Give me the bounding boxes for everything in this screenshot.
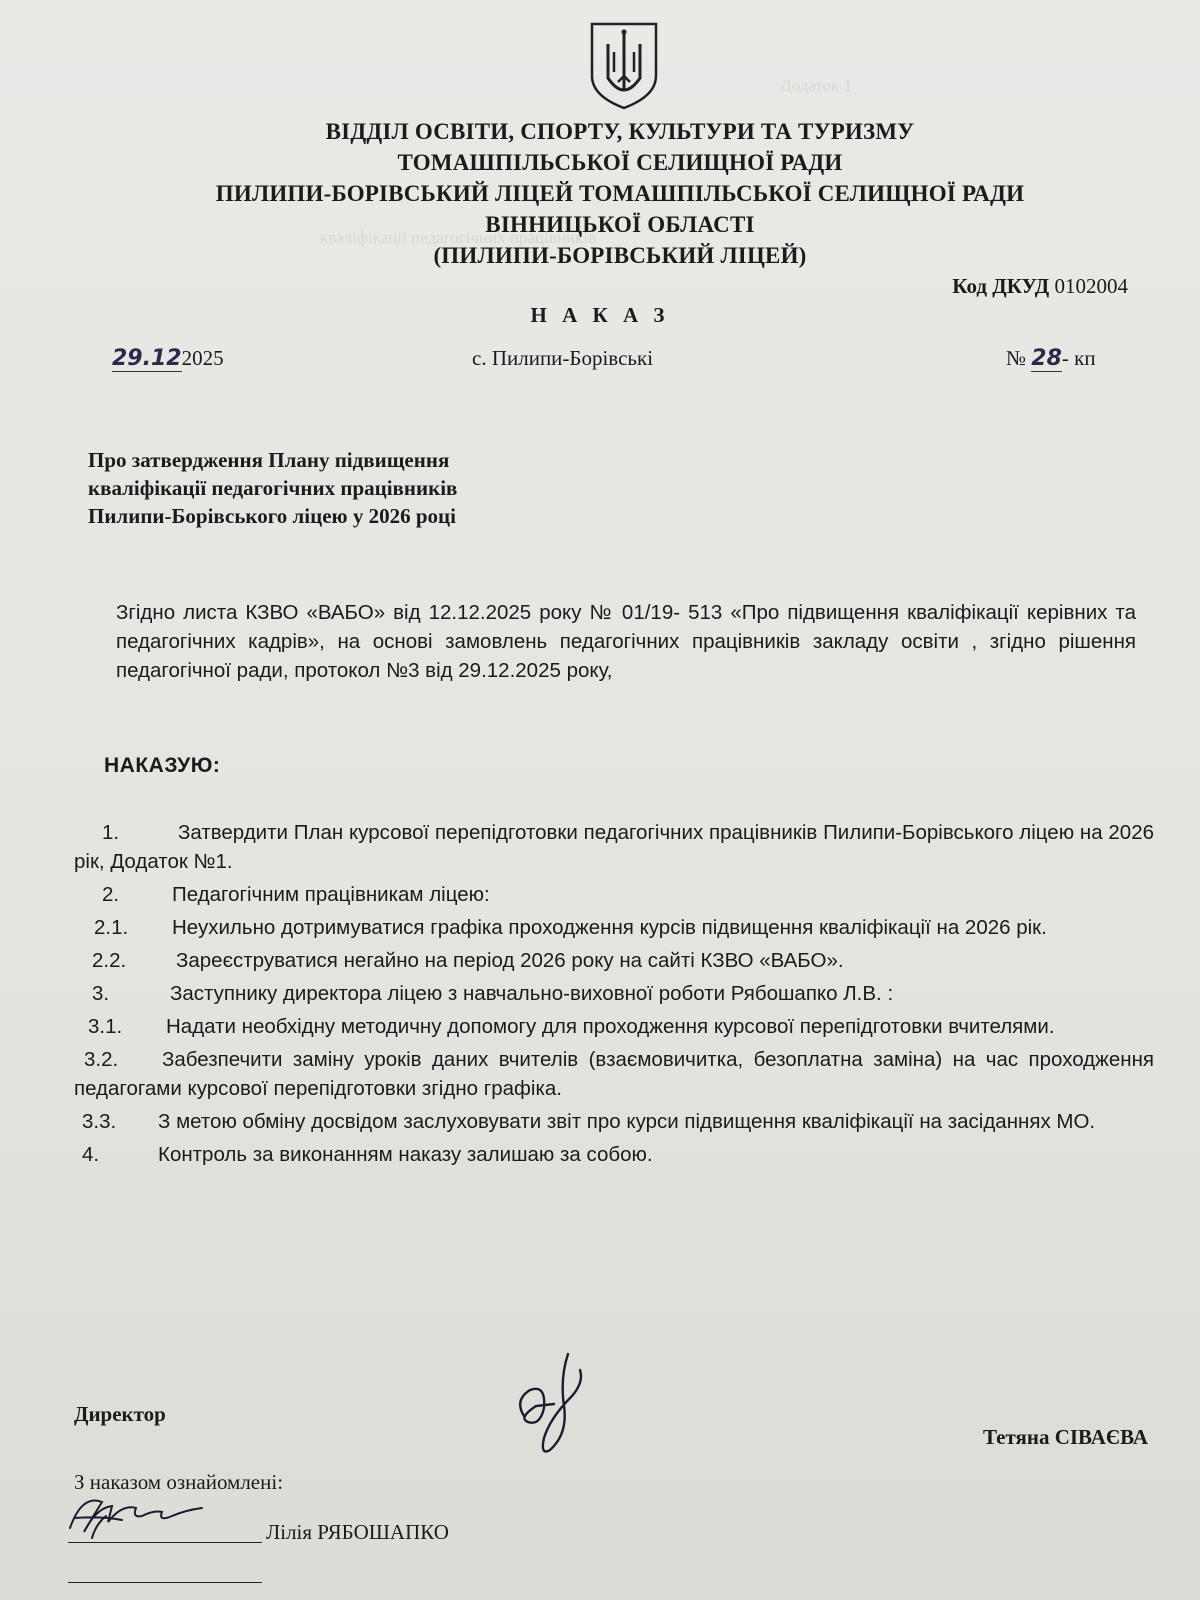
order-place: с. Пилипи-Борівські [472,346,654,370]
order-subject [88,446,588,530]
item-number: 3.3. [82,1110,117,1133]
item-text: Неухильно дотримуватися графіка проходження курсів підвищення кваліфікації на 2026 рік. [172,916,1047,939]
director-name: Тетяна СІВАЄВА [982,1425,1148,1449]
item-text: Контроль за виконанням наказу залишаю за собою. [158,1143,653,1166]
order-items-list [74,818,1154,1173]
dkud-label: Код ДКУД [952,274,1050,298]
handwritten-number: 28 [1031,346,1062,371]
item-text: Забезпечити заміну уроків даних вчителів (взаємовичитка, безоплатна заміна) на час проходження педагогами курсової перепідготовки згідно графіка. [74,1048,1154,1100]
item-text: Затвердити План курсової перепідготовки педагогічних працівників Пилипи-Борівського ліцею на 2026 рік, Додаток №1. [74,821,1154,873]
header-line: ВІННИЦЬКОЇ ОБЛАСТІ [485,212,755,237]
order-item [74,880,1154,909]
subject-line: кваліфікації педагогічних працівників [88,476,458,500]
handwritten-date: 29.12 [112,346,182,371]
order-item [74,1012,1154,1041]
acknowledgement-label: З наказом ознайомлені: [74,1470,284,1494]
dkud-code [952,274,1128,299]
item-number: 3.1. [88,1015,123,1038]
dkud-value: 0102004 [1054,274,1128,298]
item-number: 2.1. [94,916,129,939]
item-number: 2.2. [92,949,127,972]
order-item [74,979,1154,1008]
order-number [1006,346,1096,372]
header-line: ВІДДІЛ ОСВІТИ, СПОРТУ, КУЛЬТУРИ ТА ТУРИЗМУ [325,119,915,144]
order-item [74,1140,1154,1169]
header-line: (ПИЛИПИ-БОРІВСЬКИЙ ЛІЦЕЙ) [433,243,807,268]
show-through-text: Додаток 1 [780,76,853,95]
item-text: Заступнику директора ліцею з навчально-виховної роботи Рябошапко Л.В. : [170,982,894,1005]
item-number: 4. [82,1143,100,1166]
director-signature [510,1348,600,1458]
signature-line [68,1572,262,1583]
header-line: ТОМАШПІЛЬСЬКОЇ СЕЛИЩНОЇ РАДИ [397,150,843,175]
order-item [74,1107,1154,1136]
order-word: НАКАЗУЮ: [104,754,221,777]
organization-header [160,116,1080,271]
date-year: 2025 [181,346,224,370]
item-number: 3. [92,982,110,1005]
order-date [112,346,224,372]
order-item [74,946,1154,975]
acknowledged-person-name: Лілія РЯБОШАПКО [266,1520,449,1544]
item-number: 2. [102,883,120,906]
order-item [74,818,1154,876]
item-text: Надати необхідну методичну допомогу для проходження курсової перепідготовки вчителями. [166,1015,1055,1038]
item-number: 1. [102,821,120,844]
item-number: 3.2. [84,1048,119,1071]
coat-of-arms-icon [588,20,660,110]
subject-line: Про затвердження Плану підвищення [88,448,450,472]
subject-line: Пилипи-Борівського ліцею у 2026 році [88,504,456,528]
number-prefix: № [1006,346,1027,370]
item-text: Педагогічним працівникам ліцею: [172,883,490,906]
director-label: Директор [74,1402,166,1426]
item-text: З метою обміну досвідом заслуховувати звіт про курси підвищення кваліфікації на засіданнях МО. [158,1110,1096,1133]
header-line: ПИЛИПИ-БОРІВСЬКИЙ ЛІЦЕЙ ТОМАШПІЛЬСЬКОЇ СЕЛИЩНОЇ РАДИ [215,181,1025,206]
order-item [74,1045,1154,1103]
signature-line [68,1520,262,1543]
show-through-text: кваліфікації педагогічних працівників [320,228,597,247]
item-text: Зареєструватися негайно на період 2026 року на сайті КЗВО «ВАБО». [176,949,844,972]
number-suffix: - кп [1061,346,1096,370]
intro-paragraph: Згідно листа КЗВО «ВАБО» від 12.12.2025 року № 01/19- 513 «Про підвищення кваліфікації керівних та педагогічних кадрів», на основі замовлень педагогічних працівників закладу освіти , згідно рішення педагогічної ради, протокол №3 від 29.12.2025 року, [116,601,1136,682]
order-item [74,913,1154,942]
document-title: Н А К А З [530,303,670,327]
